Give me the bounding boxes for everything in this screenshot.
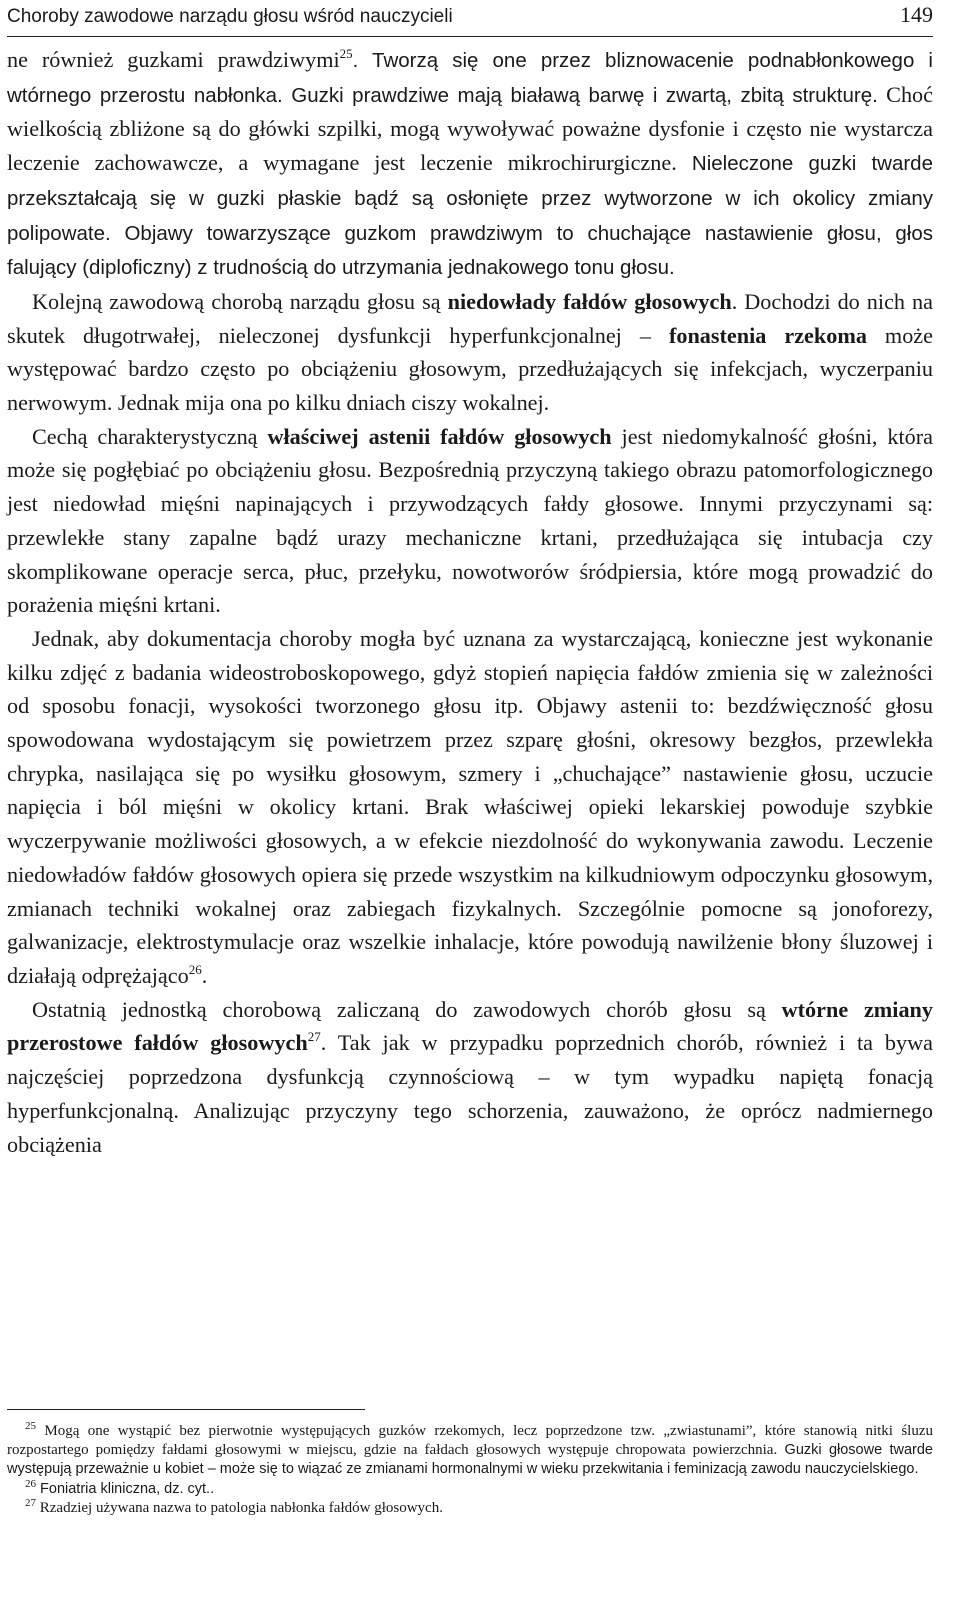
body-text	[7, 43, 933, 1161]
bold-term: wtórne zmiany przerostowe fałdów głosowych	[7, 996, 933, 1056]
text-segment: .	[201, 962, 208, 988]
footnote-ref: 27	[307, 1029, 321, 1045]
paragraph	[7, 993, 933, 1162]
text-segment: . Tworzą się one przez bliznowacenie podnabłonkowego i wtórnego przerostu nabłonka. Guzki prawdziwe mają białawą barwę i zwartą, zbitą strukturę.	[7, 49, 933, 107]
footnote-27	[7, 1496, 933, 1518]
paragraph	[7, 285, 933, 420]
text-segment: Objawy towarzyszące guzkom prawdziwym to chuchające nastawienie głosu, głos falujący (diploficzny) z trudnością do utrzymania jednakowego tonu głosu.	[7, 221, 933, 280]
running-title: Choroby zawodowe narządu głosu wśród nauczycieli	[7, 6, 453, 27]
footnote-25	[7, 1422, 933, 1480]
footnote-text: Guzki głosowe twarde występują przeważnie u kobiet – może się to wiązać ze zmianami hormonalnymi w wieku przekwitania i feminizacją zawodu nauczycielskiego.	[7, 1442, 933, 1478]
text-segment: Kolejną zawodową chorobą narządu głosu są	[32, 288, 448, 314]
footnote-26	[7, 1477, 933, 1499]
text-segment: Nieleczone guzki twarde przekształcają się w guzki płaskie bądź są osłonięte przez wytworzone w ich okolicy zmiany polipowate.	[7, 152, 933, 245]
footnote-separator	[7, 1409, 365, 1410]
text-segment: . Dochodzi do nich na skutek długotrwałej, nieleczonej dysfunkcji hyperfunkcjonalnej –	[7, 288, 933, 348]
footnote-number: 27	[25, 1496, 36, 1509]
footnote-text: Foniatria kliniczna, dz. cyt..	[36, 1480, 215, 1497]
text-segment: . Tak jak w przypadku poprzednich chorób, również i ta bywa najczęściej poprzedzona dysfunkcją czynnościową – w tym wypadku napiętą fonacją hyperfunkcjonalną. Analizując przyczyny tego schorzenia, zauważono, że oprócz nadmiernego obciążenia	[7, 1030, 933, 1157]
page-header	[7, 0, 933, 37]
footnote-ref: 25	[339, 46, 353, 61]
paragraph	[7, 622, 933, 993]
text-segment: Choć wielkością zbliżone są do główki szpilki, mogą wywoływać poważne dysfonie i często nie wystarcza leczenie zachowawcze, a wymagane jest leczenie mikrochirurgiczne.	[7, 81, 933, 176]
footnotes	[7, 1422, 933, 1518]
text-segment: ne również guzkami prawdziwymi	[7, 47, 340, 72]
bold-term: właściwej astenii fałdów głosowych	[267, 423, 612, 449]
bold-term: niedowłady fałdów głosowych	[447, 288, 732, 314]
footnote-number: 25	[25, 1420, 36, 1432]
footnote-number: 26	[25, 1477, 36, 1490]
paragraph	[7, 43, 933, 285]
text-segment: Jednak, aby dokumentacja choroby mogła być uznana za wystarczającą, konieczne jest wykonanie kilku zdjęć z badania wideostroboskopowego, gdyż stopień napięcia fałdów zmienia się w zależności od sposobu fonacji, wysokości tworzonego głosu itp. Objawy astenii to: bezdźwięczność głosu spowodowana wydostającym się powietrzem przez szparę głośni, okresowy bezgłos, przewlekła chrypka, nasilająca się po wysiłku głosowym, szmery i „chuchające” nastawienie głosu, uczucie napięcia i ból mięśni w okolicy krtani. Brak właściwej opieki lekarskiej powoduje szybkie wyczerpywanie możliwości głosowych, a w efekcie niezdolność do wykonywania zawodu. Leczenie niedowładów fałdów głosowych opiera się przede wszystkim na kilkudniowym odpoczynku głosowym, zmianach techniki wokalnej oraz zabiegach fizykalnych. Szczególnie pomocne są jonoforezy, galwanizacje, elektrostymulacje oraz wszelkie inhalacje, które powodują nawilżenie błony śluzowej i działają odprężająco	[7, 625, 933, 988]
text-segment: Ostatnią jednostką chorobową zaliczaną do zawodowych chorób głosu są	[32, 996, 782, 1022]
text-segment: może występować bardzo często po obciążeniu głosowym, przedłużających się infekcjach, wyczerpaniu nerwowym. Jednak mija ona po kilku dniach ciszy wokalnej.	[7, 322, 933, 416]
paragraph	[7, 420, 933, 622]
footnote-ref: 26	[188, 961, 202, 977]
text-segment: Cechą charakterystyczną	[32, 423, 268, 449]
page-number: 149	[900, 2, 933, 27]
bold-term: fonastenia rzekoma	[668, 322, 867, 348]
text-segment: jest niedomykalność głośni, która może się pogłębiać po obciążeniu głosu. Bezpośrednią przyczyną takiego obrazu patomorfologicznego jest niedowład mięśni napinających i przywodzących fałdy głosowe. Innymi przyczynami są: przewlekłe stany zapalne bądź urazy mechaniczne krtani, przedłużająca się intubacja czy skomplikowane operacje serca, płuc, przełyku, nowotworów śródpiersia, które mogą prowadzić do porażenia mięśni krtani.	[7, 423, 933, 618]
footnote-text: Rzadziej używana nazwa to patologia nabłonka fałdów głosowych.	[36, 1499, 443, 1516]
footnote-text: Mogą one wystąpić bez pierwotnie występujących guzków rzekomych, lecz poprzedzone tzw. „zwiastunami”, które stanowią nitki śluzu rozpostartego pomiędzy fałdami głosowymi w miejscu, gdzie na fałdach głosowych występuje chropowata powierzchnia.	[7, 1423, 933, 1459]
